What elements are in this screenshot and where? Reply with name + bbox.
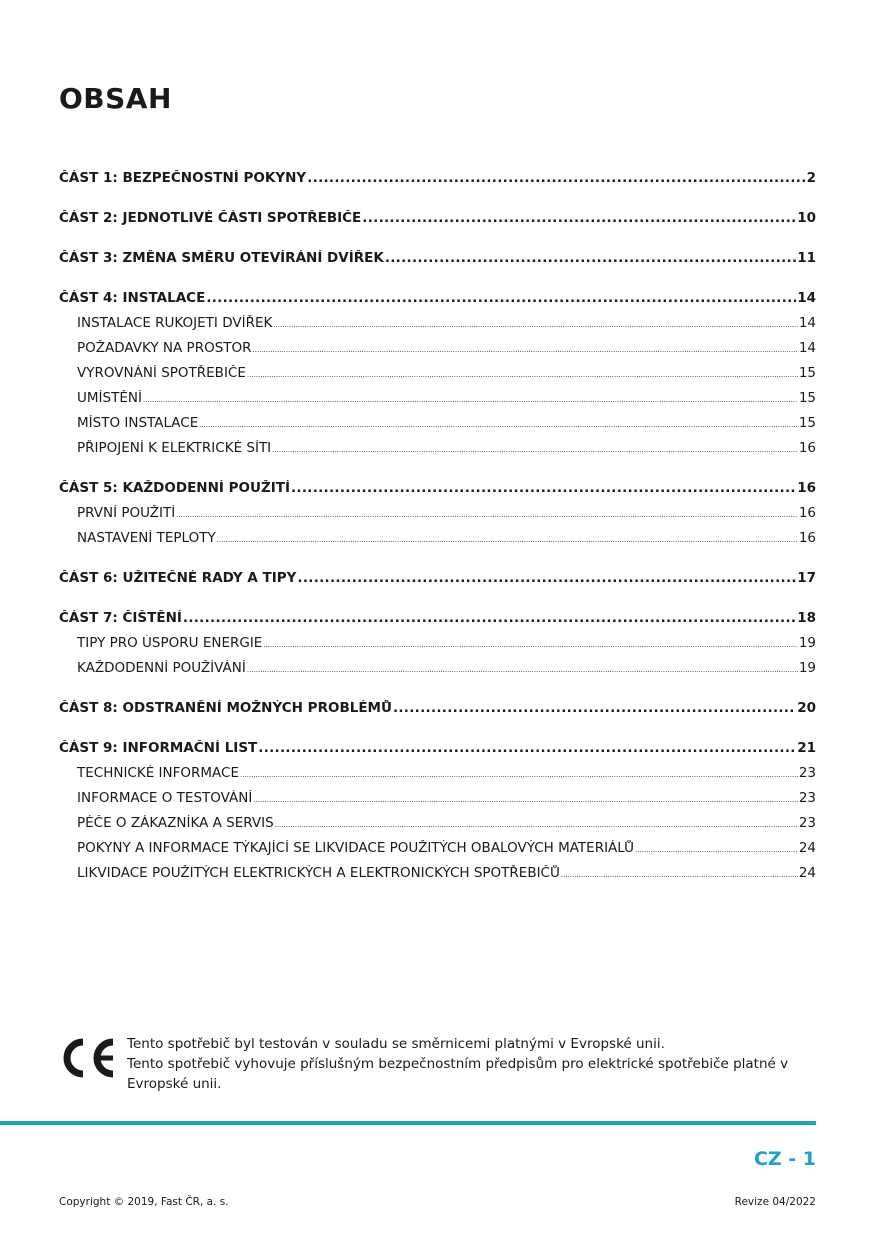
toc-subsection-entry[interactable] <box>77 365 816 381</box>
toc-subsection-entry[interactable] <box>77 505 816 521</box>
toc-dot-leader <box>240 771 798 779</box>
toc-entry-label: NASTAVENÍ TEPLOTY <box>77 530 216 546</box>
toc-section-entry[interactable] <box>59 740 816 756</box>
toc-dot-leader <box>143 396 798 404</box>
toc-subsection-entry[interactable] <box>77 790 816 806</box>
toc-entry-label: TIPY PRO ÚSPORU ENERGIE <box>77 635 263 651</box>
toc-dot-leader <box>307 170 805 186</box>
toc-dot-leader <box>273 321 797 329</box>
toc-entry-label: POKYNY A INFORMACE TÝKAJÍCÍ SE LIKVIDACE POUŽITÝCH OBALOVÝCH MATERIÁLŮ <box>77 840 635 856</box>
toc-page-number: 24 <box>798 840 816 856</box>
revision-text: Revize 04/2022 <box>734 1196 816 1208</box>
toc-subsection-entry[interactable] <box>77 865 816 881</box>
toc-page-number: 14 <box>797 290 816 306</box>
toc-subsection-entry[interactable] <box>77 660 816 676</box>
toc-dot-leader <box>263 641 797 649</box>
copyright-text: Copyright © 2019, Fast ČR, a. s. <box>59 1196 229 1208</box>
toc-entry-label: ČÁST 9: INFORMAČNÍ LIST <box>59 740 258 756</box>
toc-page-number: 23 <box>798 790 816 806</box>
toc-entry-label: INFORMACE O TESTOVÁNÍ <box>77 790 253 806</box>
toc-section-entry[interactable] <box>59 610 816 626</box>
toc-page-number: 2 <box>806 170 816 186</box>
toc-dot-leader <box>362 210 796 226</box>
toc-entry-label: UMÍSTĚNÍ <box>77 390 142 406</box>
toc-page-number: 21 <box>797 740 816 756</box>
toc-entry-label: ČÁST 8: ODSTRANĚNÍ MOŽNÝCH PROBLÉMŮ <box>59 700 392 716</box>
toc-subsection-entry[interactable] <box>77 340 816 356</box>
toc-subsection-entry[interactable] <box>77 815 816 831</box>
ce-notice-line: Evropské unii. <box>127 1076 222 1092</box>
toc-page-number: 16 <box>798 505 816 521</box>
toc-dot-leader <box>253 346 798 354</box>
toc-entry-label: ČÁST 3: ZMĚNA SMĚRU OTEVÍRÁNÍ DVÍŘEK <box>59 250 384 266</box>
toc-page-number: 23 <box>798 765 816 781</box>
footer-divider <box>0 1121 816 1125</box>
toc-subsection-entry[interactable] <box>77 315 816 331</box>
toc-page-number: 19 <box>798 660 816 676</box>
toc-page-number: 14 <box>798 315 816 331</box>
toc-section-entry[interactable] <box>59 250 816 266</box>
toc-page-number: 16 <box>797 480 816 496</box>
toc-section-entry[interactable] <box>59 290 816 306</box>
toc-dot-leader <box>247 666 798 674</box>
toc-dot-leader <box>176 511 798 519</box>
toc-dot-leader <box>393 700 796 716</box>
toc-entry-label: ČÁST 7: ČIŠTĚNÍ <box>59 610 182 626</box>
toc-section-entry[interactable] <box>59 700 816 716</box>
toc-subsection-entry[interactable] <box>77 840 816 856</box>
toc-page-number: 17 <box>797 570 816 586</box>
toc-page-number: 15 <box>798 415 816 431</box>
toc-subsection-entry[interactable] <box>77 390 816 406</box>
toc-dot-leader <box>183 610 796 626</box>
toc-subsection-entry[interactable] <box>77 765 816 781</box>
toc-dot-leader <box>385 250 796 266</box>
toc-entry-label: TECHNICKÉ INFORMACE <box>77 765 239 781</box>
toc-dot-leader <box>272 446 798 454</box>
toc-subsection-entry[interactable] <box>77 635 816 651</box>
page-title: OBSAH <box>59 82 172 115</box>
toc-entry-label: POŽADAVKY NA PROSTOR <box>77 340 252 356</box>
toc-page-number: 10 <box>797 210 816 226</box>
toc-page-number: 14 <box>798 340 816 356</box>
page-number: CZ - 1 <box>753 1148 816 1170</box>
toc-entry-label: ČÁST 1: BEZPEČNOSTNÍ POKYNY <box>59 170 307 186</box>
toc-entry-label: ČÁST 2: JEDNOTLIVÉ ČÁSTI SPOTŘEBIČE <box>59 210 362 226</box>
toc-entry-label: LIKVIDACE POUŽITÝCH ELEKTRICKÝCH A ELEKTRONICKÝCH SPOTŘEBIČŮ <box>77 865 560 881</box>
toc-page-number: 18 <box>797 610 816 626</box>
toc-section-entry[interactable] <box>59 570 816 586</box>
toc-entry-label: PÉČE O ZÁKAZNÍKA A SERVIS <box>77 815 274 831</box>
toc-page-number: 20 <box>797 700 816 716</box>
toc-entry-label: KAŽDODENNÍ POUŽÍVÁNÍ <box>77 660 246 676</box>
ce-notice-line: Tento spotřebič vyhovuje příslušným bezpečnostním předpisům pro elektrické spotřebiče platné v <box>127 1056 789 1072</box>
toc-page-number: 24 <box>798 865 816 881</box>
toc-page-number: 23 <box>798 815 816 831</box>
toc-dot-leader <box>635 846 798 854</box>
toc-dot-leader <box>217 536 798 544</box>
toc-entry-label: ČÁST 6: UŽITEČNÉ RADY A TIPY <box>59 570 297 586</box>
toc-entry-label: VYROVNÁNÍ SPOTŘEBIČE <box>77 365 246 381</box>
toc-page-number: 19 <box>798 635 816 651</box>
toc-section-entry[interactable] <box>59 480 816 496</box>
toc-entry-label: ČÁST 4: INSTALACE <box>59 290 206 306</box>
toc-dot-leader <box>199 421 798 429</box>
toc-section-entry[interactable] <box>59 210 816 226</box>
toc-subsection-entry[interactable] <box>77 440 816 456</box>
toc-dot-leader <box>297 570 796 586</box>
ce-mark-icon <box>59 1036 117 1080</box>
toc-section-entry[interactable] <box>59 170 816 186</box>
toc-page-number: 16 <box>798 530 816 546</box>
toc-dot-leader <box>206 290 796 306</box>
toc-page-number: 15 <box>798 365 816 381</box>
toc-entry-label: INSTALACE RUKOJETI DVÍŘEK <box>77 315 273 331</box>
toc-dot-leader <box>258 740 796 756</box>
toc-entry-label: PRVNÍ POUŽITÍ <box>77 505 176 521</box>
toc-subsection-entry[interactable] <box>77 530 816 546</box>
toc-dot-leader <box>275 821 798 829</box>
toc-page-number: 15 <box>798 390 816 406</box>
toc-dot-leader <box>253 796 797 804</box>
ce-notice-line: Tento spotřebič byl testován v souladu se směrnicemi platnými v Evropské unii. <box>127 1036 665 1052</box>
toc-dot-leader <box>247 371 798 379</box>
toc-dot-leader <box>561 871 798 879</box>
toc-page-number: 11 <box>797 250 816 266</box>
toc-entry-label: MÍSTO INSTALACE <box>77 415 199 431</box>
toc-subsection-entry[interactable] <box>77 415 816 431</box>
toc-dot-leader <box>291 480 796 496</box>
toc-entry-label: ČÁST 5: KAŽDODENNÍ POUŽITÍ <box>59 480 290 496</box>
toc-page-number: 16 <box>798 440 816 456</box>
toc-entry-label: PŘIPOJENÍ K ELEKTRICKÉ SÍTI <box>77 440 272 456</box>
